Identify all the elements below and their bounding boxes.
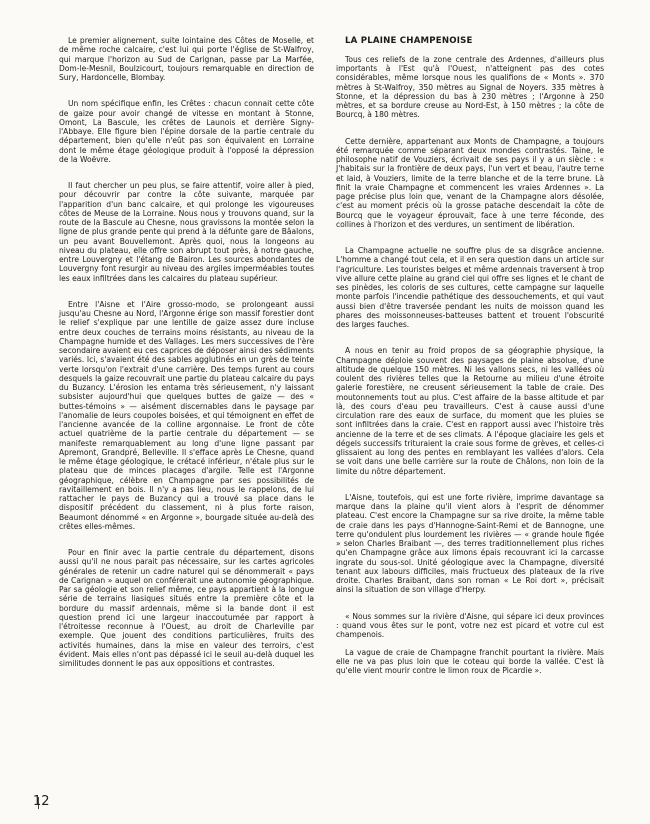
- paragraph-premier-alignement: Le premier alignement, suite lointaine des Côtes de Moselle, et de même roche calcaire, c'est lui qui porte l'église de St-Walfroy, qui marque l'horizon au Sud de Carignan, passe par La Marfée, Dom-le-Mesnil, Boulzicourt, toujours remarquable en direction de Sury, Hardoncelle, Blombay.: [59, 36, 314, 82]
- paragraph-les-cretes: Un nom spécifique enfin, les Crêtes : chacun connait cette côte de gaize pour avoir changé de vitesse en montant à Stonne, Omont, La Bascule, les crêtes de Launois et derrière Signy-l'Abbaye. Elle figure bien l'épine dorsale de la partie centrale du département, bien qu'elle n'eût pas son équivalent en Lorraine dont le même étage géologique produit à l'opposé la dépression de la Woëvre.: [59, 99, 314, 164]
- paragraph-argonne: Entre l'Aisne et l'Aire grosso-modo, se prolongeant aussi jusqu'au Chesne au Nord, l'Argonne érige son massif forestier dont le relief s'explique par une lentille de gaize assez dure incluse entre deux couches de terrains moins résistants, au niveau de la Champagne humide et des Vallages. Les mers successives de l'ère secondaire avaient eu ces caprices de déposer ainsi des sédiments variés. Ici, s'avaient été des sables agglutinés en un grès de teinte verte lorsqu'on l'extrait d'une carrière. Des temps furent au cours desquels la gaize recouvrait une partie du plateau calcaire du pays du Buzancy. L'érosion les entama très sérieusement, n'y laissant subsister aujourd'hui que quelques buttes de gaize — des « buttes-témoins » — aisément discernables dans le paysage par l'anomalie de leurs coupoles boisées, et qui témoignent en effet de l'ancienne avancée de la colline argonnaise. Le front de côte actuel quatrième de la partie centrale du département — se manifeste remarquablement au long d'une ligne passant par Apremont, Grandpré, Belleville. Il s'efface après Le Chesne, quand le même étage géologique, le crétacé inférieur, n'étale plus sur le plateau que de minces placages d'argile. Telle est l'Argonne géographique, célèbre en Champagne par ses possibilités de ravitaillement en bois. Il n'y a pas lieu, nous le rappelons, de lui rattacher le pays de Buzancy qui a trouvé sa place dans le dispositif précédent du classement, ni à plus forte raison, Beaumont dénommé « en Argonne », bourgade située au-delà des crêtes elles-mêmes.: [59, 299, 314, 531]
- paragraph-cotes-de-meuse: Il faut chercher un peu plus, se faire attentif, voire aller à pied, pour découvrir par contre la côte suivante, marquée par l'apparition d'un banc calcaire, et qui prolonge les vigoureuses côtes de Meuse de la Lorraine. Nous nous y trouvons quand, sur la route de la Bascule au Chesne, nous gravissons la montée selon la ligne de plus grande pente qui prend à la défunte gare de Bâalons, un peu avant Bouvellemont. Après quoi, nous la longeons au niveau du plateau, elle offre son abrupt tout près, à notre gauche, entre Louvergny et l'étang de Bairon. Les sources abondantes de Louvergny font resurgir au niveau des argiles imperméables toutes les eaux infiltrées dans les calcaires du plateau supérieur.: [59, 181, 314, 283]
- left-column: [59, 36, 314, 677]
- paragraph-aisne: L'Aisne, toutefois, qui est une forte rivière, imprime davantage sa marque dans la plaine qu'il vient alors à l'esprit de dénommer plateau. C'est encore la Champagne sur sa rive droite, la même table de craie dans les pays d'Hannogne-Saint-Remi et de Bannogne, une terre qu'ondulent plus lourdement les rivières — « grande houle figée » selon Charles Braibant —, des terres traditionnellement plus riches qu'en Champagne grâce aux limons épais recouvrant ici la carcasse ingrate du sous-sol. Unité géologique avec la Champagne, diversité tenant aux labours difficiles, mais fructueux des plateaux de la rive droite. Charles Braibant, dans son roman « Le Roi dort », précisait ainsi la situation de son village d'Herpy.: [336, 492, 604, 595]
- paragraph-reliefs: Tous ces reliefs de la zone centrale des Ardennes, d'ailleurs plus importants à l'Est qu'à l'Ouest, n'atteignent pas des cotes considérables, même lorsque nous les qualifions de « Monts ». 370 mètres à St-Walfroy, 350 mètres au Signal de Noyers. 335 mètres à Stonne, et la dépression du bas à 230 mètres ; l'Argonne à 250 mètres, et sa bordure creuse au Nord-Est, à 150 mètres ; la côte de Bourcq, à 180 mètres.: [336, 54, 604, 120]
- section-heading: LA PLAINE CHAMPENOISE: [345, 36, 473, 46]
- paragraph-taine: Cette dernière, appartenant aux Monts de Champagne, a toujours été remarquée comme séparant deux mondes contrastés. Taine, le philosophe natif de Vouziers, écrivait de ses pays il y a un siècle : « J'habitais sur la frontière de deux pays, l'un vert et beau, l'autre terne et laid, à Vouziers, limite de la terre blanche et de la terre brune. Là finit la vraie Champagne et commencent les vraies Ardennes ». La page précise plus loin que, venant de la Champagne alors désolée, c'est au moment précis où la grosse patache descendait la côte de Bourcq que le voyageur éprouvait, face à une terre féconde, des collines à l'horizon et des verdures, un sentiment de libération.: [336, 136, 604, 229]
- page-number: 12: [33, 794, 50, 809]
- paragraph-quotation: « Nous sommes sur la rivière d'Aisne, qui sépare ici deux provinces : quand vous êtes sur le pont, votre nez est picard et votre cul est champenois.: [336, 611, 604, 640]
- right-column: [336, 37, 604, 684]
- paragraph-geographie-physique: A nous en tenir au froid propos de sa géographie physique, la Champagne déploie souvent des paysages de plaine absolue, d'une altitude de quelque 150 mètres. Ni les vallons secs, ni les vallées où coulent des rivières telles que la Retourne au milieu d'une étroite galerie forestière, ne creusent sérieusement la table de craie. Des moutonnements tout au plus. C'est affaire de la basse altitude et par là, des cours d'eau peu travailleurs. C'est à cause aussi d'une circulation rare des eaux de surface, du moment que les pluies se sont infiltrées dans la craie. C'est en rapport aussi avec l'histoire très ancienne de la terre et de ses climats. A l'époque glaciaire les gels et dégels successifs trituraient la craie sous forme de grèves, et celles-ci glissaient au long des pentes en remblayant les vallées d'alors. Cela se voit dans une belle carrière sur la route de Châlons, non loin de la limite du nôtre département.: [336, 346, 604, 476]
- paragraph-pays-de-carignan: Pour en finir avec la partie centrale du département, disons aussi qu'il ne nous parait pas nécessaire, sur les cartes agricoles générales de retenir un cadre naturel qui se dénommerait « pays de Carignan » auquel on conférerait une autonomie géographique. Par sa géologie et son relief même, ce pays appartient à la longue série de terrains liasiques situés entre la première côte et la bordure du massif ardennais, même si la bande dont il est question prend ici une largeur inaccoutumée par rapport à l'étroitesse reconnue à l'Ouest, au droit de Charleville par exemple. Que jouent des conditions particulières, fruits des activités humaines, dans la mise en valeur des terroirs, c'est évident. Mais elles n'ont pas dépassé ici le seuil au-delà duquel les similitudes donnent le pas aux oppositions et contrastes.: [59, 548, 314, 668]
- paragraph-vague-de-craie: La vague de craie de Champagne franchit pourtant la rivière. Mais elle ne va pas plus loin que le coteau qui borde la vallée. C'est là qu'elle vient mourir contre le limon roux de Picardie ».: [336, 647, 604, 676]
- paragraph-champagne-actuelle: La Champagne actuelle ne souffre plus de sa disgrâce ancienne. L'homme a changé tout cela, et il en sera question dans un article sur l'agriculture. Les touristes belges et même ardennais traversent à trop vive allure cette plaine au grand ciel qui offre ses lignes et le chant de ses pinèdes, les coloris de ses cultures, cette campagne sur laquelle monte parfois l'incendie pathétique des dessouchements, et qui vaut aussi bien d'être traversée pendant les nuits de moisson quand les phares des moissonneuses-batteuses battent et trouent l'obscurité des larges fauches.: [336, 246, 604, 330]
